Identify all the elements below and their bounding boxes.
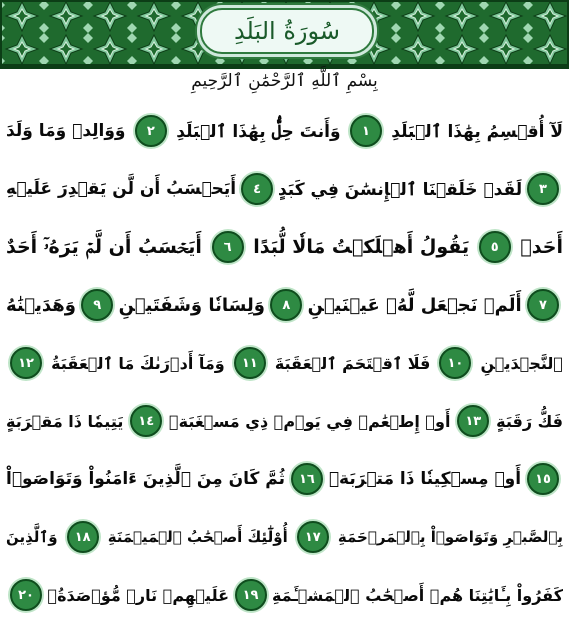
ayah-number-marker: ١٧ [297,521,329,553]
ayah-number-marker: ١٥ [527,463,559,495]
verse-line-9 [6,566,563,624]
verse-text: وَهَدَيۡنَٰهُ [6,294,76,316]
verse-text: أَيَحۡسَبُ أَن لَّن يَقۡدِرَ عَلَيۡهِ [6,179,237,199]
verse-line-8 [6,508,563,566]
ayah-number-marker: ١٠ [439,347,471,379]
verse-text: أَحَدٞ [520,236,563,258]
verse-text: أَوۡ مِسۡكِينٗا ذَا مَتۡرَبَةٖ [328,469,522,489]
surah-title-frame [200,8,374,54]
ayah-number-marker: ١٣ [457,405,489,437]
surah-title: سُورَةُ البَلَدِ [233,17,341,45]
verse-line-7 [6,450,563,508]
ayah-number-marker: ١ [350,115,382,147]
ayah-number-marker: ٣ [527,173,559,205]
verse-text: أَلَمۡ نَجۡعَل لَّهُۥ عَيۡنَيۡنِ [307,294,522,316]
basmala: بِسْمِ ٱللَّهِ ٱلرَّحْمَٰنِ ٱلرَّحِيمِ [191,71,378,91]
ayah-number-marker: ٧ [527,289,559,321]
ayah-number-marker: ١٩ [235,579,267,611]
verse-text: ثُمَّ كَانَ مِنَ ٱلَّذِينَ ءَامَنُواْ وَتَوَاصَوۡاْ [6,469,286,489]
verse-text: وَمَآ أَدۡرَىٰكَ مَا ٱلۡعَقَبَةُ [51,353,225,373]
ayah-number-marker: ١٢ [10,347,42,379]
verse-text: فَلَا ٱقۡتَحَمَ ٱلۡعَقَبَةَ [274,353,431,373]
ayah-number-marker: ١٦ [291,463,323,495]
verse-text: كَفَرُواْ بِـَٔايَٰتِنَا هُمۡ أَصۡحَٰبُ ٱلۡمَشۡـَٔمَةِ [271,585,563,605]
ayah-number-marker: ٢ [135,115,167,147]
ayah-number-marker: ١٤ [130,405,162,437]
verse-text: أُوْلَٰٓئِكَ أَصۡحَٰبُ ٱلۡمَيۡمَنَةِ [107,528,288,546]
verse-text: وَلِسَانٗا وَشَفَتَيۡنِ [118,294,265,316]
verse-text: يَقُولُ أَهۡلَكۡتُ مَالٗا لُّبَدًا [253,236,470,258]
ayah-number-marker: ١٨ [67,521,99,553]
ayah-number-marker: ٩ [81,289,113,321]
verse-text: وَٱلَّذِينَ [6,528,58,546]
verse-text: يَتِيمٗا ذَا مَقۡرَبَةٍ [6,411,124,431]
verse-line-5 [6,334,563,392]
ayah-number-marker: ٨ [270,289,302,321]
verse-text: لَقَدۡ خَلَقۡنَا ٱلۡإِنسَٰنَ فِي كَبَدٍ [277,179,523,200]
verse-line-1 [6,102,563,160]
ayah-number-marker: ١١ [234,347,266,379]
verse-text: عَلَيۡهِمۡ نَارٞ مُّؤۡصَدَةُۢ [47,585,230,605]
verse-text: ٱلنَّجۡدَيۡنِ [480,353,563,373]
ayah-number-marker: ٥ [479,231,511,263]
verse-text: وَوَالِدٖ وَمَا وَلَدَ [6,121,126,141]
verse-line-4 [6,276,563,334]
ayah-number-marker: ٢٠ [10,579,42,611]
surah-header [0,0,569,69]
verse-line-6 [6,392,563,450]
ayah-number-marker: ٤ [241,173,273,205]
verse-line-3 [6,218,563,276]
verse-text: فَكُّ رَقَبَةٍ [496,411,563,431]
verse-text: أَوۡ إِطۡعَٰمٞ فِي يَوۡمٖ ذِي مَسۡغَبَةٖ [169,411,451,431]
ayah-number-marker: ٦ [212,231,244,263]
verse-text: أَيَحۡسَبُ أَن لَّمۡ يَرَهُۥٓ أَحَدٌ [6,236,202,258]
verse-line-2 [6,160,563,218]
verse-text: وَأَنتَ حِلُّۢ بِهَٰذَا ٱلۡبَلَدِ [176,121,341,142]
verse-text: لَآ أُقۡسِمُ بِهَٰذَا ٱلۡبَلَدِ [391,121,563,142]
verse-text: بِٱلصَّبۡرِ وَتَوَاصَوۡاْ بِٱلۡمَرۡحَمَةِ [337,528,563,546]
